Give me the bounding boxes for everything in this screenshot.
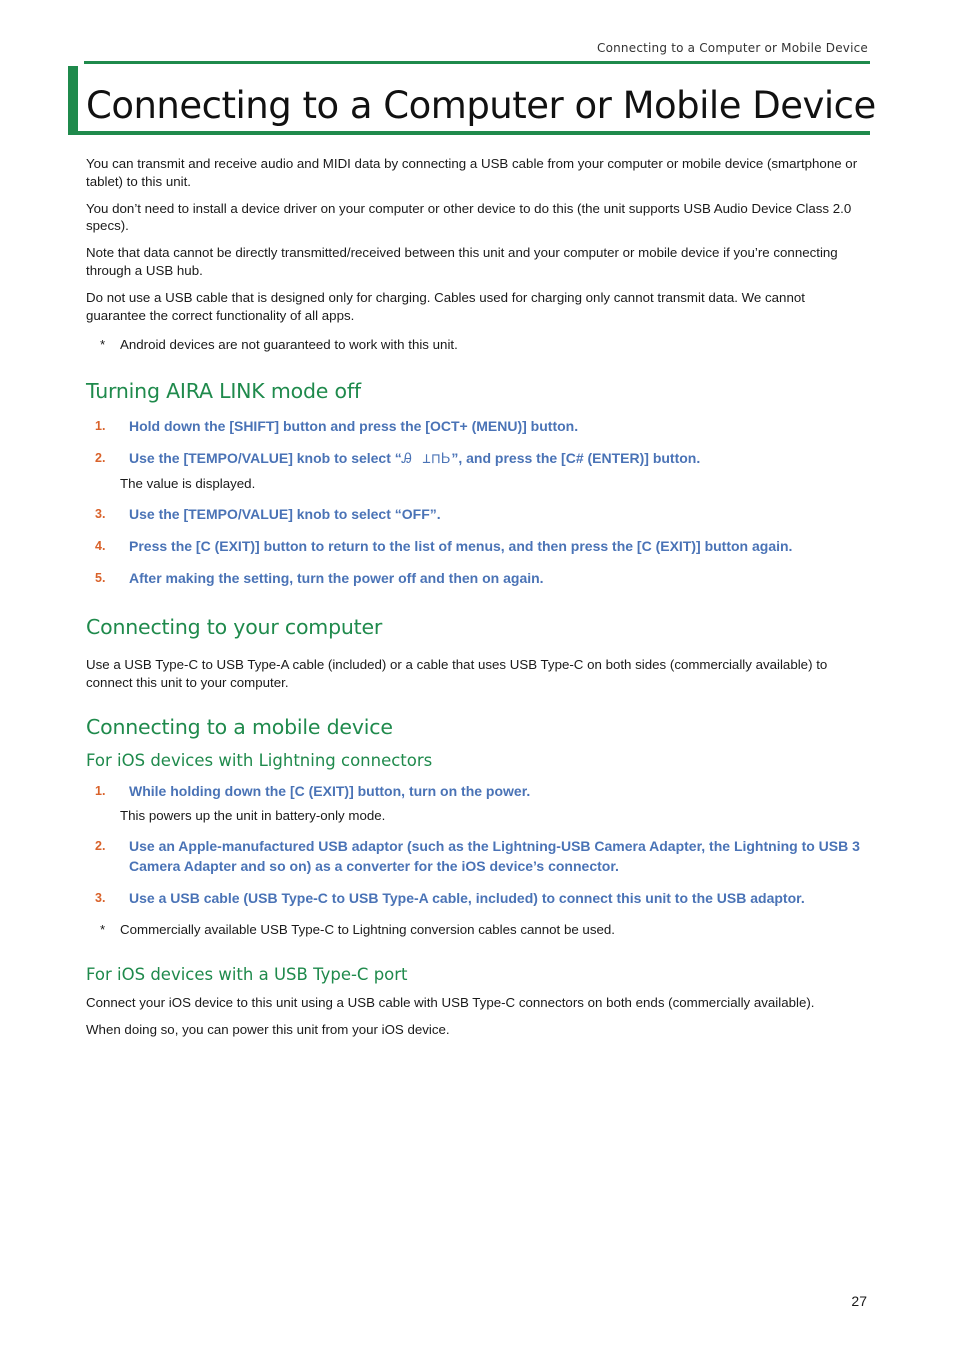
section-heading-mobile: Connecting to a mobile device [86,714,393,739]
aira-step-3 [86,504,868,524]
intro-paragraph-2: You don’t need to install a device driver on your computer or other device to do this (the unit supports USB Audio Device Class 2.0 specs). [86,200,852,234]
header-rule-top [84,61,870,64]
section-heading-aira-link: Turning AIRA LINK mode off [86,378,361,403]
typec-paragraph-1: Connect your iOS device to this unit using a USB cable with USB Type-C connectors on both ends (commercially available). [86,994,815,1010]
intro-paragraph-1: You can transmit and receive audio and MIDI data by connecting a USB cable from your computer or mobile device (smartphone or tablet) to this unit. [86,156,858,189]
step-text: Use an Apple-manufactured USB adaptor (such as the Lightning-USB Camera Adapter, the Lightning to USB 3 Camera Adapter and so on) as a converter for the iOS device’s connector. [129,838,860,875]
aira-step-1 [86,416,868,436]
typec-paragraph-2: When doing so, you can power this unit from your iOS device. [86,1021,450,1037]
aira-step-5 [86,568,868,588]
header-rule-bottom [68,131,870,135]
step-text-post: ”, and press the [C# (ENTER)] button. [451,449,701,466]
subsection-heading-lightning: For iOS devices with Lightning connectors [86,750,433,770]
aira-step-2-description: The value is displayed. [120,475,256,491]
note-asterisk: * [100,922,106,938]
aira-step-2 [86,448,868,469]
step-text: Press the [C (EXIT)] button to return to the list of menus, and then press the [C (EXIT)] button again. [129,538,793,555]
lightning-step-3 [86,888,868,908]
step-number: 1. [95,783,106,798]
note-text: Commercially available USB Type-C to Lightning conversion cables cannot be used. [120,922,615,938]
step-text: Use the [TEMPO/VALUE] knob to select “OFF”. [129,506,441,523]
step-number: 3. [95,507,106,522]
lightning-step-1-description: This powers up the unit in battery-only mode. [120,807,386,823]
step-text: While holding down the [C (EXIT)] button, turn on the power. [129,782,531,799]
section-heading-computer: Connecting to your computer [86,615,383,640]
page-title: Connecting to a Computer or Mobile Device [86,84,876,127]
step-text: After making the setting, turn the power off and then on again. [129,570,544,587]
page-content [86,155,868,1048]
step-text-pre: Use the [TEMPO/VALUE] knob to select “ [129,449,402,466]
aira-steps [86,416,868,589]
step-number: 1. [95,418,106,433]
step-text: Use a USB cable (USB Type-C to USB Type-A cable, included) to connect this unit to the USB adaptor. [129,890,805,907]
step-number: 4. [95,539,106,554]
intro-paragraph-4: Do not use a USB cable that is designed only for charging. Cables used for charging only cannot transmit data. We cannot guarantee the correct functionality of all apps. [86,290,805,323]
lightning-step-2 [86,836,868,876]
step-number: 3. [95,891,106,906]
subsection-heading-typec: For iOS devices with a USB Type-C port [86,964,408,984]
step-number: 2. [95,450,106,465]
step-number: 5. [95,571,106,586]
step-text: Hold down the [SHIFT] button and press the [OCT+ (MENU)] button. [129,417,579,434]
lcd-display-text: Ꭿ ⊥⊓Ꮟ [401,450,452,467]
page-number: 27 [851,1293,867,1309]
lightning-note [86,921,868,939]
title-accent-bar [68,66,78,134]
intro-paragraph-3: Note that data cannot be directly transmitted/received between this unit and your computer or mobile device if you’re connecting through a USB hub. [86,245,838,278]
note-text: Android devices are not guaranteed to work with this unit. [120,337,458,353]
aira-step-4 [86,536,868,556]
step-number: 2. [95,839,106,854]
android-note [86,336,868,354]
lightning-step-1 [86,781,868,801]
note-asterisk: * [100,337,106,353]
computer-paragraph: Use a USB Type-C to USB Type-A cable (included) or a cable that uses USB Type-C on both sides (commercially available) to connect this unit to your computer. [86,657,828,691]
lightning-steps [86,781,868,909]
running-head: Connecting to a Computer or Mobile Device [597,41,868,55]
